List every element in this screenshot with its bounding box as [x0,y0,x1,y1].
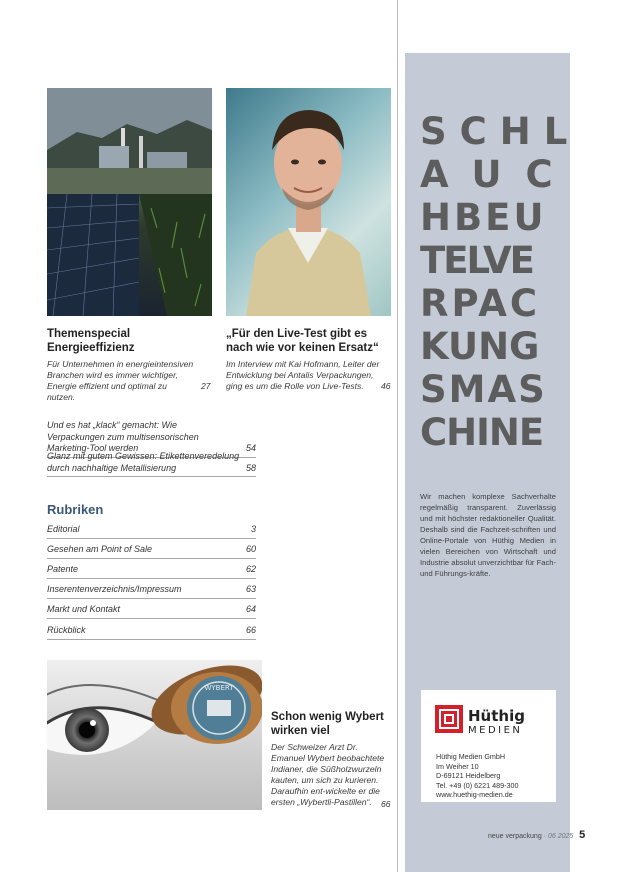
article-page-number: 46 [381,381,391,391]
huethig-logo [421,690,556,750]
article-teaser: Der Schweizer Arzt Dr. Emanuel Wybert beobachtete Indianer, die Süßholzwurzeln kauten, um sich zu kurieren. Daraufhin ent-wickelte er die ersten „Wybertli-Pastillen“. [271,742,385,807]
logo-subtitle: MEDIEN [468,725,523,736]
sidebar-title-line: HBEU [420,196,547,239]
sidebar-title-line: CHINE [420,411,544,454]
article-title[interactable]: Schon wenig Wybert wirken viel [271,711,384,737]
publisher-address [436,752,519,800]
rubriken-item[interactable] [47,584,256,599]
footer-separator: · [543,833,547,840]
rubriken-item[interactable] [47,544,256,559]
article-title[interactable]: „Für den Live-Test gibt es nach wie vor keinen Ersatz“ [226,328,379,354]
rubriken-item-page: 66 [245,625,256,635]
toc-item[interactable] [47,451,256,477]
rubriken-item-label: Gesehen am Point of Sale [47,544,153,554]
logo-name: Hüthig [468,707,525,725]
rubriken-item-page: 64 [245,604,256,614]
sidebar-title-line: TELVE [420,239,533,282]
portrait-illustration [226,88,391,316]
sidebar-description: Wir machen komplexe Sachverhalte regelmäßig transparent. Zuverlässig und mit höchster redaktioneller Qualität. Deshalb sind die Fachzeit-schriften und Online-Portale von Hüthig Medien in vielen Bereichen von Wirtschaft und Industrie absolut unverzichtbar für Fach- und Führungs-kräfte. [420,492,556,578]
rubriken-item-page: 3 [250,524,256,534]
sidebar-title-line: AUC [420,153,577,196]
rubriken-item-page: 60 [245,544,256,554]
page-number: 5 [579,829,586,841]
interview-portrait-photo[interactable] [226,88,391,316]
column-divider [397,0,398,872]
publication-name: neue verpackung [488,833,542,840]
article-teaser: Im Interview mit Kai Hofmann, Leiter der Entwicklung bei Antalis Verpackungen, ging es um die Rolle von Live-Tests. [226,359,380,391]
toc-item-label: Und es hat „klack“ gemacht: Wie Verpackungen zum multisensorischen Marketing-Tool werden [47,420,199,453]
rubriken-item-label: Patente [47,564,79,574]
eye-and-tin-illustration [47,660,262,810]
article-page-number: 66 [381,799,391,809]
energy-photo[interactable] [47,88,212,316]
article-page-number: 27 [201,381,211,391]
wybert-photo[interactable] [47,660,262,810]
article-teaser: Für Unternehmen in energieintensiven Branchen wird es immer wichtiger, Energie effizient und optimal zu nutzen. [47,359,194,402]
toc-item-label: Glanz mit gutem Gewissen: Etikettenveredelung durch nachhaltige Metallisierung [47,451,240,473]
rubriken-heading: Rubriken [47,502,104,517]
rubriken-item[interactable] [47,604,256,619]
sidebar-title-line: RPAC [420,282,541,325]
toc-item-page: 58 [245,462,256,473]
sidebar-title-line: KUNG [420,325,540,368]
toc-item-page: 54 [245,443,256,453]
rubriken-item-label: Inserentenverzeichnis/Impressum [47,584,182,594]
tin-label: WYBERT [204,684,234,692]
rubriken-item-label: Editorial [47,524,80,534]
rubriken-item[interactable] [47,564,256,579]
address-line: Tel. +49 (0) 6221 489-300 [436,780,519,790]
address-line: Im Weiher 10 [436,761,479,771]
sidebar-title-line: SCHL [420,110,581,153]
sidebar-title-line: SMAS [420,368,547,411]
page-footer [488,829,585,841]
website-link[interactable]: www.huethig-medien.de [436,790,513,800]
rubriken-item[interactable] [47,524,256,539]
rubriken-item-label: Rückblick [47,625,86,635]
energy-illustration [47,88,212,316]
address-line: Hüthig Medien GmbH [436,752,506,761]
issue-label: 06 2025 [547,833,574,840]
rubriken-item-label: Markt und Kontakt [47,604,121,614]
rubriken-item-page: 63 [245,584,256,594]
rubriken-item[interactable] [47,625,256,640]
rubriken-item-page: 62 [245,564,256,574]
article-title[interactable]: Themenspecial Energieeffizienz [47,328,135,354]
address-line: D-69121 Heidelberg [436,771,501,781]
